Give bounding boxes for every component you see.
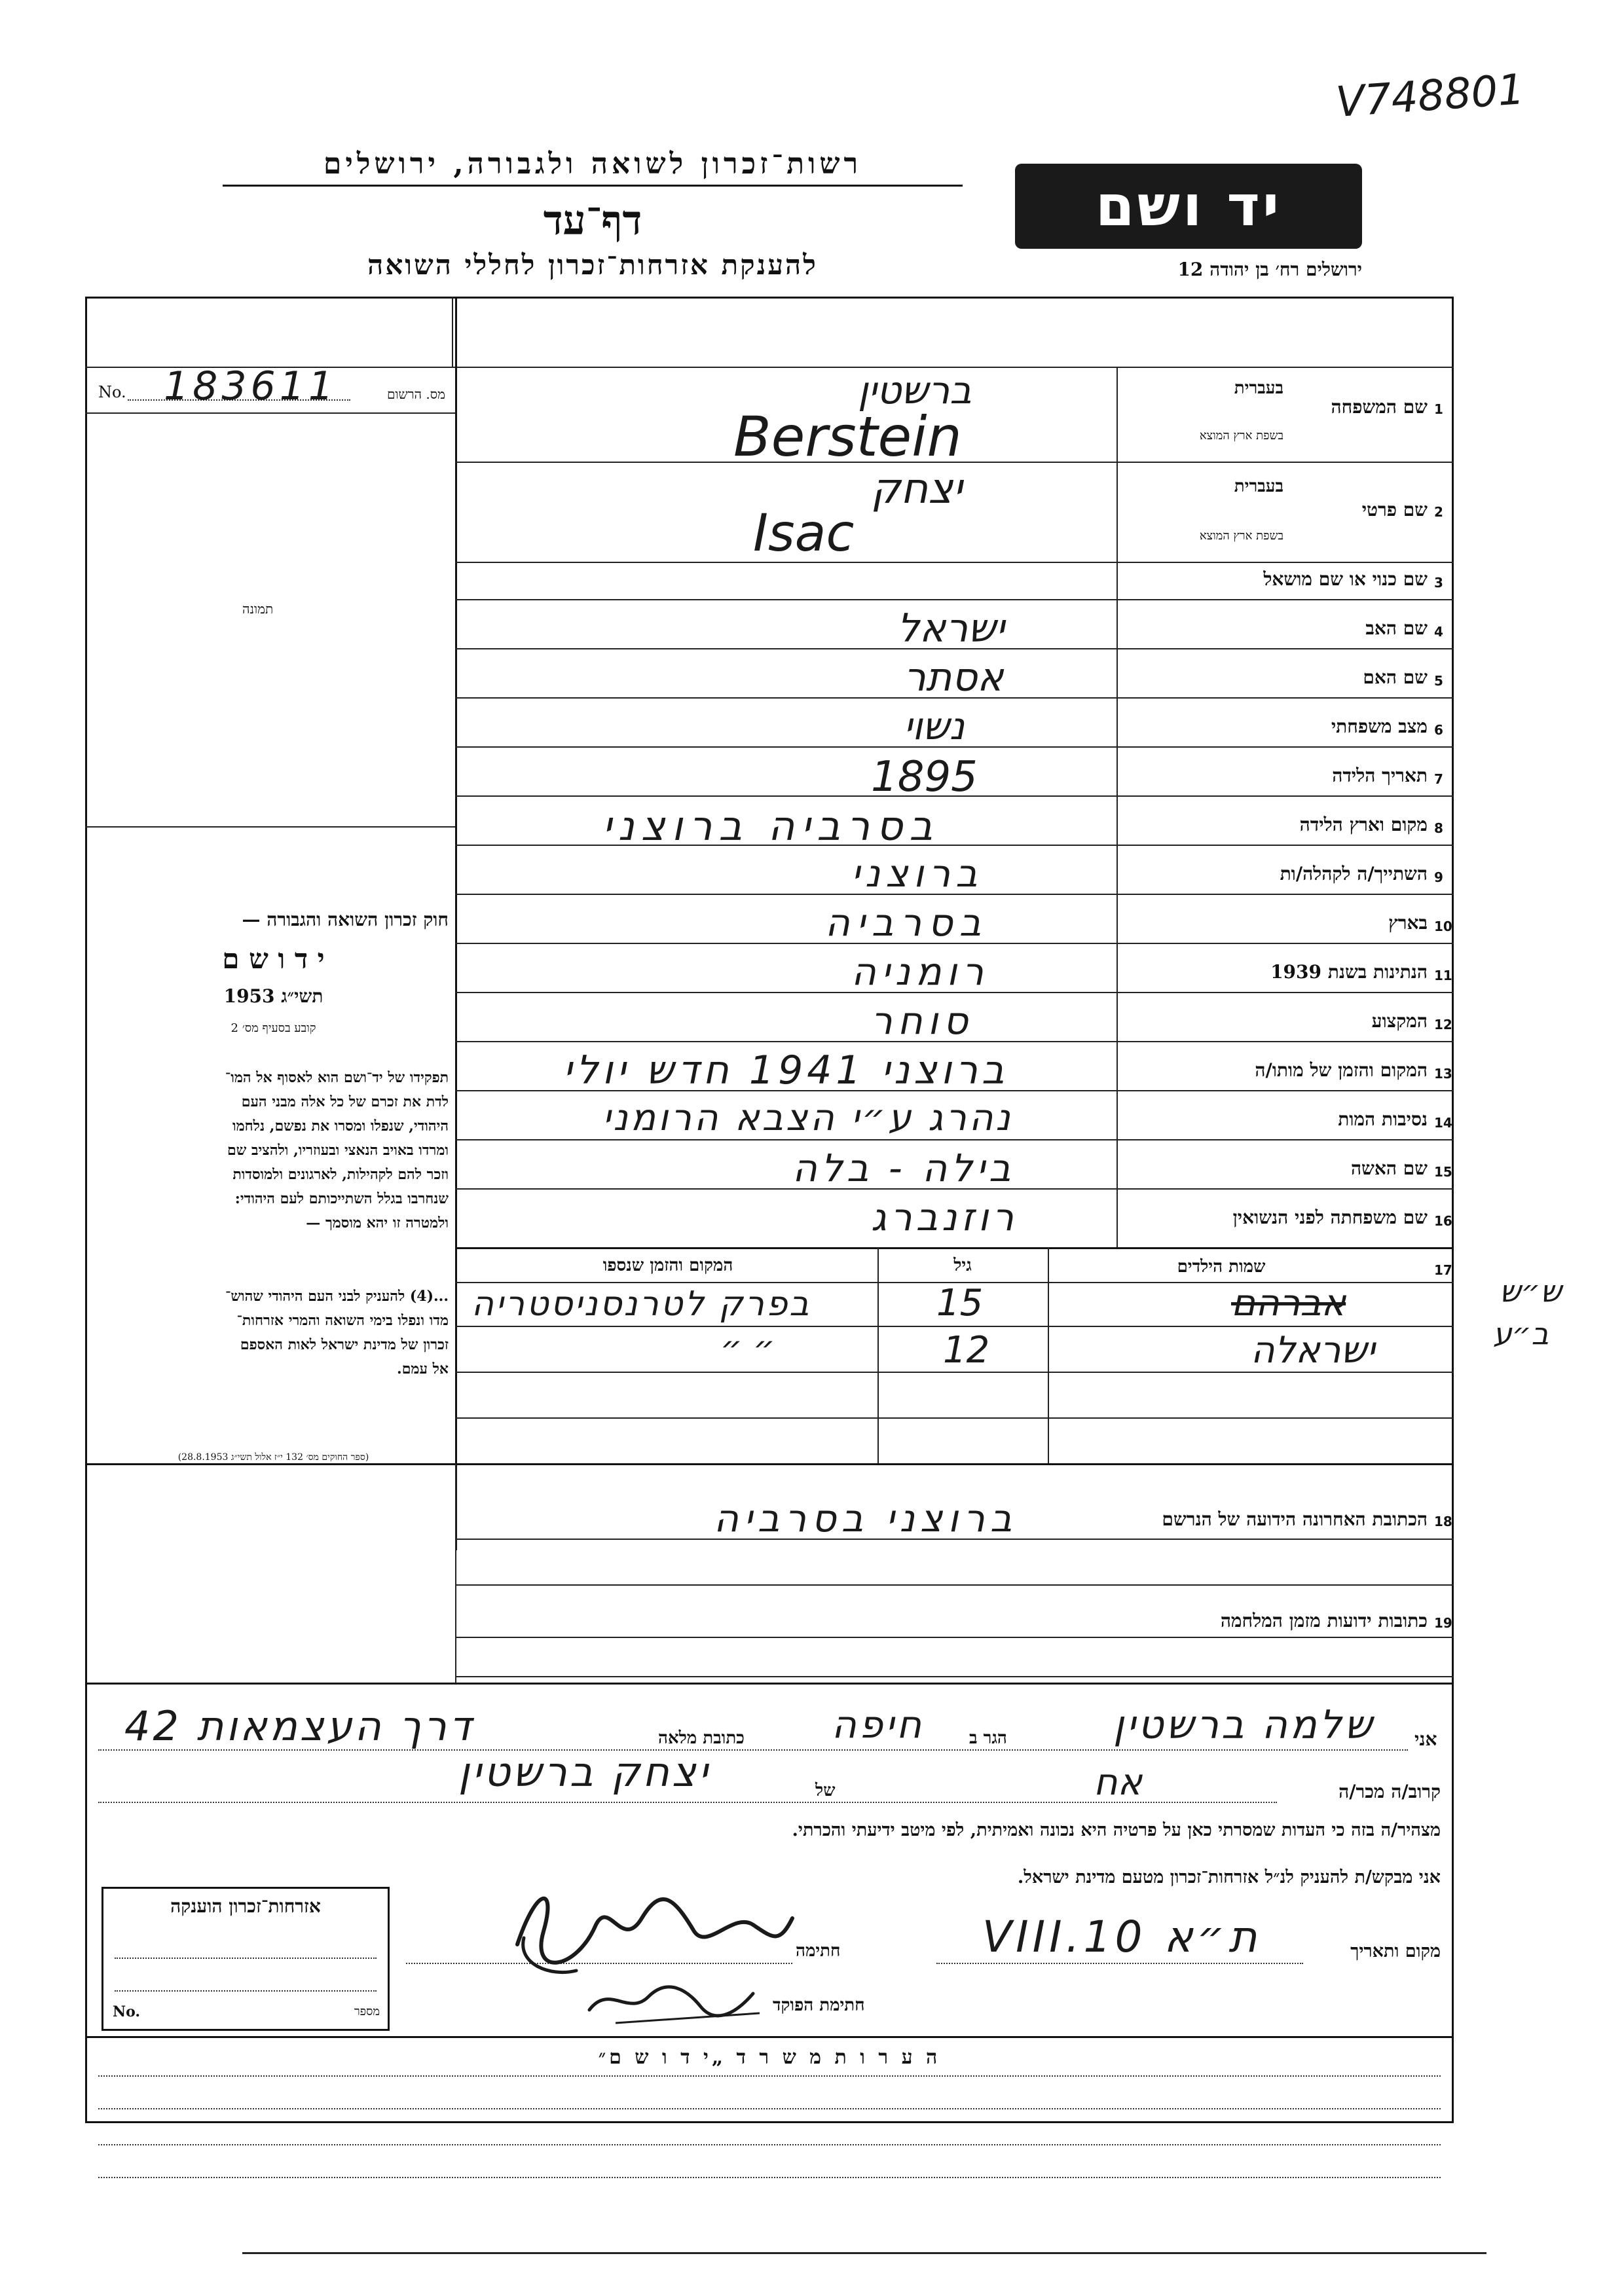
- row-line: [455, 648, 1454, 649]
- row-line: [455, 599, 1454, 600]
- law-line: היהודי, שנפלו ומסרו את נפשם, נלחמו: [232, 1118, 449, 1135]
- page-title: דף־עד: [543, 196, 642, 244]
- citizenship-box-number-label: מספר: [354, 2005, 380, 2018]
- page-subtitle: להענקת אזרחות־זכרון לחללי השואה: [367, 249, 818, 281]
- value-country: בסרביה: [825, 900, 988, 945]
- law-name: י ד ו ש ם: [222, 943, 325, 975]
- row-line: [455, 1584, 1454, 1586]
- row-line: [455, 1041, 1454, 1042]
- top-band-mini-divider: [452, 297, 453, 367]
- margin-note: ש״ש: [1500, 1273, 1562, 1309]
- row-line: [455, 462, 1454, 463]
- value-birth-place: בסרביה ברוצני: [602, 802, 940, 850]
- declaration-top-line: [455, 1463, 456, 1683]
- field-number: 15: [1434, 1164, 1452, 1180]
- field-number: 18: [1434, 1514, 1452, 1529]
- registration-label: מס. הרשום: [386, 386, 445, 402]
- child-place: בפרק לטרנסניסטריה: [471, 1285, 811, 1324]
- officer-signature: [576, 1977, 773, 2030]
- law-paragraph-1: [98, 1066, 449, 1235]
- relation-value: אח: [1094, 1761, 1143, 1804]
- row-line: [455, 562, 1454, 563]
- field-number: 12: [1434, 1017, 1452, 1032]
- row-line: [455, 1326, 1454, 1327]
- page-bottom-rule: [242, 2252, 1486, 2254]
- signature-label: חתימה: [796, 1941, 841, 1961]
- row-line: [455, 1417, 1454, 1419]
- authority-underline: [223, 185, 963, 187]
- row-line: [455, 1637, 1454, 1638]
- photo-label: תמונה: [242, 601, 274, 617]
- law-line: אל עמם.: [397, 1360, 449, 1377]
- field-number: 9: [1434, 869, 1443, 885]
- law-line: וזכר להם לקהילות, לארגונים ולמוסדות: [232, 1166, 449, 1183]
- field-number: 7: [1434, 771, 1443, 787]
- field-label-death-place-time: המקום והזמן של מותו/ה: [1255, 1059, 1428, 1081]
- field-label-birth-date: תאריך הלידה: [1332, 765, 1428, 786]
- address-label: כתובת מלאה: [658, 1728, 745, 1748]
- sublabel-origin-language: בשפת ארץ המוצא: [1199, 429, 1283, 443]
- declaration-dots: [936, 1963, 1303, 1964]
- field-number: 1: [1434, 401, 1443, 417]
- field-number: 5: [1434, 673, 1443, 689]
- notes-line: [98, 2075, 1441, 2077]
- children-bottom-line: [85, 1463, 1454, 1465]
- law-line: תפקידו של יד־ושם הוא לאסוף אל המו־: [225, 1069, 449, 1086]
- value-marital-status: נשוי: [904, 704, 965, 748]
- field-label-community: השתייך/ה לקהלה/ות: [1280, 863, 1428, 884]
- resides-value: חיפה: [832, 1702, 924, 1747]
- row-line: [455, 1247, 1454, 1249]
- field-number: 17: [1434, 1262, 1452, 1278]
- child-name: אברהם: [1231, 1282, 1346, 1324]
- photo-bottom-line: [85, 826, 455, 828]
- row-line: [455, 697, 1454, 699]
- value-death-circumstances: נהרג ע״י הצבא הרומני: [602, 1097, 1013, 1139]
- row-line: [455, 1676, 1454, 1677]
- law-paragraph-2: [98, 1285, 449, 1381]
- notes-line: [98, 2144, 1441, 2145]
- value-citizenship-1939: רומניה: [851, 949, 989, 994]
- labels-column-divider: [1116, 367, 1118, 1247]
- reference-number: V748801: [1334, 65, 1526, 127]
- field-label-first-name: שם פרטי: [1361, 499, 1428, 520]
- notes-line: [98, 2108, 1441, 2109]
- field-number: 14: [1434, 1115, 1452, 1131]
- notes-title: ה ע ר ו ת מ ש ר ד „י ד ו ש ם״: [598, 2046, 941, 2069]
- of-label: של: [815, 1781, 836, 1800]
- field-number: 2: [1434, 504, 1443, 520]
- field-number: 6: [1434, 722, 1443, 738]
- law-line: מדו ונפלו בימי השואה והמרי אזרחות־: [236, 1312, 449, 1329]
- field-label-birth-place: מקום וארץ הלידה: [1299, 814, 1428, 835]
- law-section: קובע בסעיף מס׳ 2: [231, 1021, 316, 1035]
- row-line: [455, 943, 1454, 944]
- value-community: ברוצני: [851, 851, 983, 896]
- signature: [498, 1872, 799, 1990]
- row-line: [455, 894, 1454, 895]
- citizenship-box-title: אזרחות־זכרון הוענקה: [170, 1895, 321, 1917]
- declaration-ani: אני: [1414, 1728, 1437, 1750]
- law-line: לדת את זכרם של כל אלה מבני העם: [241, 1093, 449, 1110]
- field-label-family-name: שם המשפחה: [1331, 396, 1428, 418]
- logo-text: יד ושם: [1095, 173, 1282, 239]
- field-number: 19: [1434, 1615, 1452, 1631]
- field-label-last-address: הכתובת האחרונה הידועה של הנרשם: [1162, 1508, 1428, 1530]
- place-date-value: ת״א 10.VIII: [982, 1912, 1261, 1962]
- margin-note: ב״ע: [1493, 1316, 1549, 1351]
- address-value: דרך העצמאות 42: [124, 1702, 474, 1750]
- field-number: 8: [1434, 820, 1443, 836]
- field-label-father-name: שם האב: [1365, 617, 1428, 639]
- children-header-names: שמות הילדים: [1177, 1257, 1266, 1277]
- value-maiden-name: רוזנברג: [871, 1195, 1018, 1239]
- children-header-place: המקום והזמן שנספו: [602, 1256, 733, 1275]
- notes-top-line: [85, 2036, 1454, 2038]
- row-line: [455, 992, 1454, 993]
- law-line: זכרון של מדינת ישראל לאות האספם: [240, 1336, 449, 1353]
- field-label-marital-status: מצב משפחתי: [1331, 716, 1428, 737]
- declaration-statement: מצהיר/ה בזה כי העדות שמסרתי כאן על פרטיה היא נכונה ואמיתית, לפי מיטב ידיעתי והכרתי.: [792, 1820, 1441, 1840]
- field-label-maiden-name: שם משפחתה לפני הנשואין: [1232, 1207, 1428, 1228]
- officer-signature-label: חתימת הפוקד: [773, 1995, 865, 2015]
- relative-label: קרוב/ה מכר/ה: [1338, 1781, 1441, 1802]
- field-label-wife-name: שם האשה: [1350, 1157, 1428, 1179]
- children-header-age: גיל: [953, 1256, 972, 1275]
- citizenship-box-no-label: No.: [113, 2003, 141, 2020]
- law-line: ...(4) להעניק לבני העם היהודי שהוש־: [225, 1288, 449, 1305]
- value-birth-date: 1895: [871, 753, 978, 801]
- law-line: שנחרבו בגלל השתייכותם לעם היהודי:: [234, 1190, 449, 1207]
- children-col-divider-place: [877, 1247, 879, 1463]
- row-line: [455, 1372, 1454, 1373]
- notes-line: [98, 2177, 1441, 2178]
- sublabel-origin-language: בשפת ארץ המוצא: [1199, 529, 1283, 543]
- value-death-place-time: ברוצני 1941 חדש יולי: [563, 1048, 1008, 1093]
- value-father-name: ישראל: [897, 606, 1005, 651]
- value-first-name-hebrew: יצחק: [871, 465, 963, 513]
- field-label-nickname: שם כנוי או שם מושאל: [1263, 568, 1428, 590]
- child-age: 12: [943, 1329, 990, 1372]
- row-line: [455, 1539, 1454, 1540]
- value-family-name-latin: Berstein: [733, 405, 962, 469]
- place-date-label: מקום ותאריך: [1350, 1941, 1441, 1961]
- children-col-divider-age: [1048, 1247, 1049, 1463]
- left-column-divider: [455, 297, 457, 1550]
- sublabel-hebrew: בעברית: [1234, 378, 1283, 398]
- value-profession: סוחר: [871, 998, 974, 1043]
- row-line: [455, 746, 1454, 748]
- child-place: ״ ״: [720, 1329, 775, 1368]
- row-line: [455, 795, 1454, 797]
- yad-vashem-logo: [1015, 164, 1362, 249]
- law-line: ולמטרה זו יהא מוסמך —: [306, 1214, 449, 1231]
- resides-label: הגר ב: [969, 1728, 1007, 1748]
- law-line: ומרדו באויב הנאצי ובעוזריו, ולהציב שם: [227, 1142, 449, 1159]
- field-label-profession: המקצוע: [1371, 1010, 1428, 1032]
- sublabel-hebrew: בעברית: [1234, 477, 1283, 496]
- law-year: תשי״ג 1953: [223, 985, 323, 1007]
- field-number: 16: [1434, 1213, 1452, 1229]
- field-label-death-circumstances: נסיבות המות: [1338, 1108, 1428, 1130]
- of-value: יצחק ברשטין: [458, 1748, 710, 1796]
- registration-number: 183611: [164, 363, 338, 409]
- law-title: חוק זכרון השואה והגבורה —: [242, 909, 449, 930]
- field-number: 4: [1434, 624, 1443, 640]
- field-label-citizenship-1939: הנתינות בשנת 1939: [1270, 961, 1428, 983]
- declaration-request: אני מבקש/ת להעניק לנ״ל אזרחות־זכרון מטעם מדינת ישראל.: [1017, 1867, 1441, 1887]
- value-family-name-hebrew: ברשטין: [858, 368, 972, 412]
- value-mother-name: אסתר: [904, 655, 1004, 701]
- value-wife-name: בילה - בלה: [792, 1146, 1015, 1190]
- authority-title: רשות־זכרון לשואה ולגבורה, ירושלים: [323, 147, 862, 181]
- field-number: 3: [1434, 575, 1443, 591]
- child-name: ישראלה: [1251, 1329, 1375, 1372]
- row-line: [455, 1090, 1454, 1091]
- row-line: [455, 1188, 1454, 1190]
- citizenship-box-dots: [115, 1990, 377, 1992]
- field-number: 13: [1434, 1066, 1452, 1082]
- declarant-name: שלמה ברשטין: [1113, 1702, 1375, 1748]
- field-label-country: בארץ: [1388, 912, 1428, 934]
- value-last-address: ברוצני בסרביה: [714, 1496, 1018, 1540]
- field-label-wartime-addresses: כתובות ידועות מזמן המלחמה: [1220, 1610, 1428, 1631]
- registration-row-line: [85, 412, 455, 414]
- child-age: 15: [936, 1282, 984, 1324]
- field-label-mother-name: שם האם: [1363, 666, 1428, 688]
- citizenship-box-dots: [115, 1958, 377, 1959]
- row-line: [455, 1139, 1454, 1140]
- declaration-top-line: [85, 1683, 1454, 1685]
- field-number: 10: [1434, 919, 1452, 934]
- field-number: 11: [1434, 968, 1452, 983]
- value-first-name-latin: Isac: [753, 504, 855, 563]
- registration-no-label: No.: [98, 383, 126, 401]
- law-citation: (ספר החוקים מס׳ 132 י״ז אלול תשי״ג 28.8.1953): [177, 1452, 369, 1463]
- logo-address: ירושלים רח׳ בן יהודה 12: [1177, 259, 1362, 280]
- row-line: [455, 845, 1454, 846]
